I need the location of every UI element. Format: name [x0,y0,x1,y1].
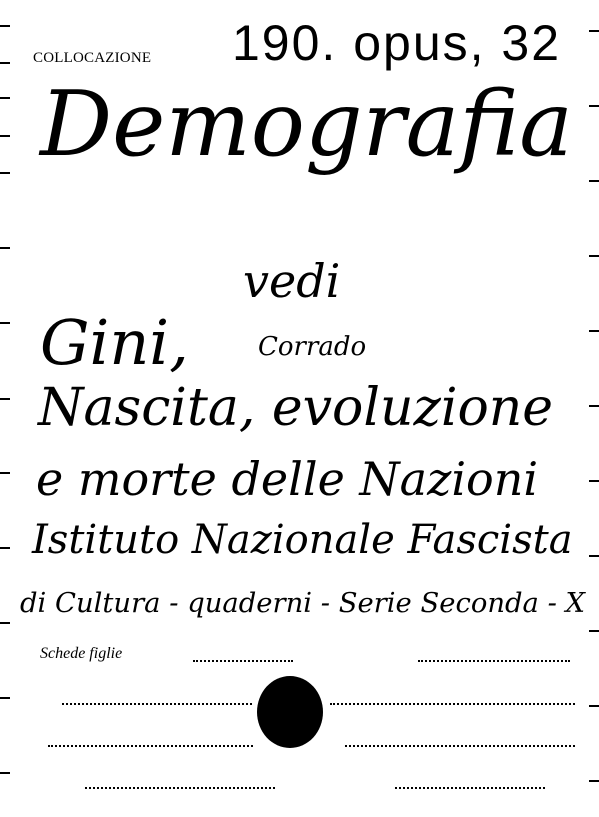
author-given-name: Corrado [258,332,367,362]
dotted-line [395,787,545,789]
edge-mark [0,62,10,64]
edge-mark [0,697,10,699]
edge-mark [589,180,599,182]
edge-mark [589,705,599,707]
dotted-line [85,787,275,789]
edge-mark [0,172,10,174]
dotted-line [48,745,253,747]
edge-mark [0,772,10,774]
dotted-line [330,703,575,705]
title-line: e morte delle Nazioni [36,452,539,506]
dotted-line [418,660,570,662]
publisher-line: di Cultura - quaderni - Serie Seconda - X [20,588,586,619]
call-number: 190. opus, 32 [232,15,562,71]
edge-mark [589,780,599,782]
title-line: Nascita, evoluzione [38,378,554,438]
edge-mark [589,105,599,107]
edge-mark [0,97,10,99]
dotted-line [62,703,252,705]
edge-mark [0,472,10,474]
dotted-line [193,660,293,662]
edge-mark [0,135,10,137]
edge-mark [589,255,599,257]
edge-mark [0,247,10,249]
subject-heading: Demografia [40,72,573,177]
edge-mark [589,630,599,632]
publisher-line: Istituto Nazionale Fascista [32,517,573,563]
schede-figlie-label: Schede figlie [40,645,123,662]
see-reference: vedi [243,254,341,308]
edge-mark [0,622,10,624]
collocazione-label: COLLOCAZIONE [33,50,152,66]
edge-mark [589,30,599,32]
edge-mark [0,547,10,549]
edge-mark [589,480,599,482]
author-surname: Gini, [40,306,189,379]
edge-mark [589,405,599,407]
edge-mark [0,25,10,27]
edge-mark [0,398,10,400]
dotted-line [345,745,575,747]
edge-mark [0,322,10,324]
punch-hole [257,676,323,748]
edge-mark [589,555,599,557]
edge-mark [589,330,599,332]
